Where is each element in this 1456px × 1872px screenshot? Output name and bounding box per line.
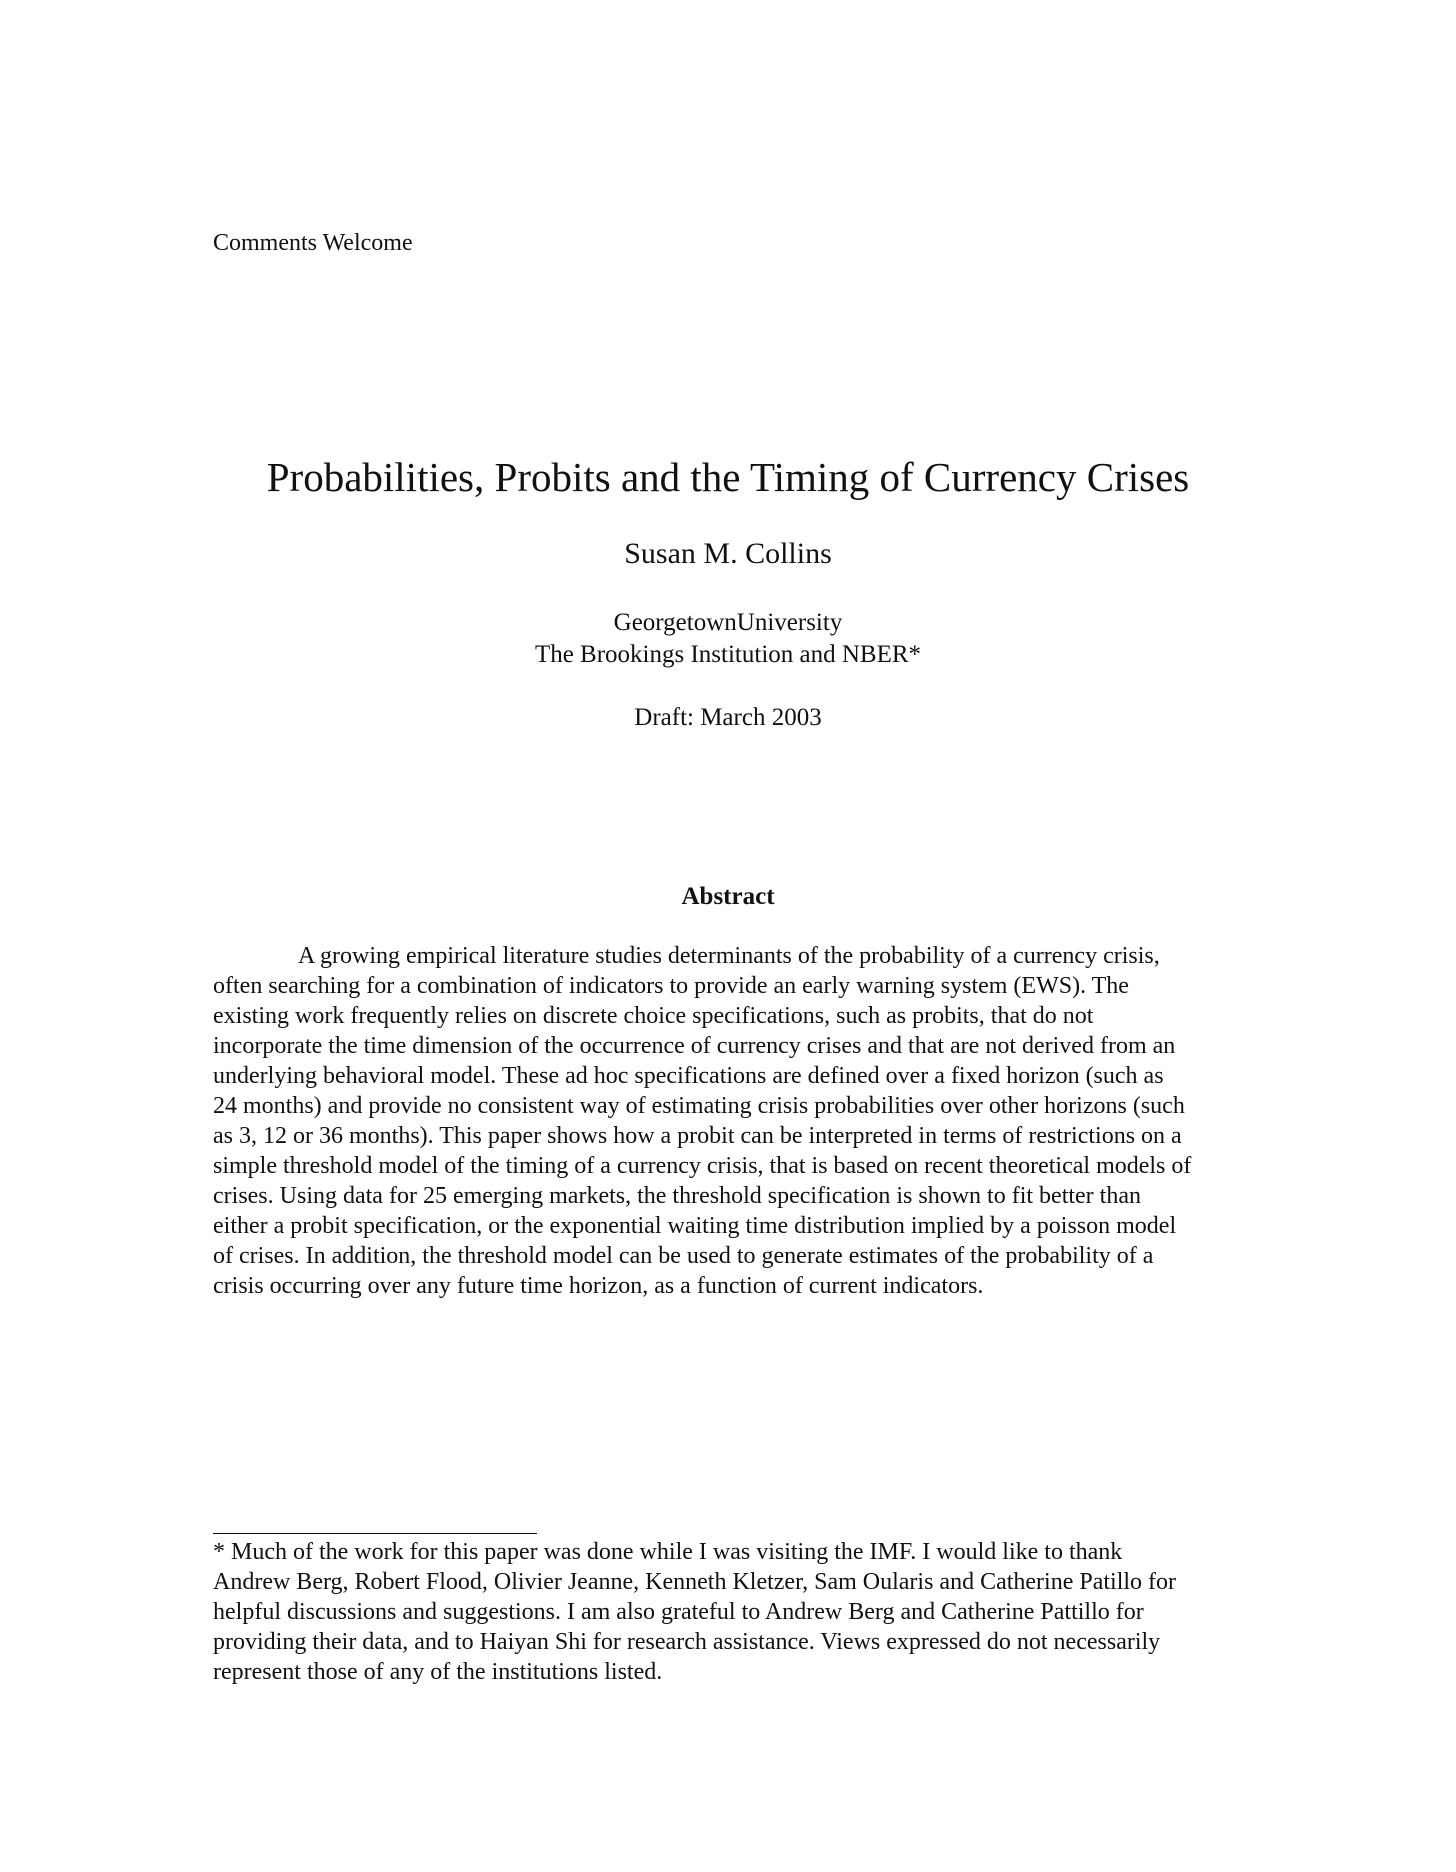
draft-date: Draft: March 2003 [634,704,822,731]
footnote-line: Andrew Berg, Robert Flood, Olivier Jeanne, Kenneth Kletzer, Sam Oularis and Catherine Patillo for [213,1569,1177,1595]
comments-welcome-note: Comments Welcome [213,230,413,256]
footnote-line: * Much of the work for this paper was done while I was visiting the IMF. I would like to thank [213,1539,1123,1565]
abstract-line: of crises. In addition, the threshold model can be used to generate estimates of the probability of a [213,1243,1154,1269]
footnote-line: helpful discussions and suggestions. I am also grateful to Andrew Berg and Catherine Pattillo for [213,1599,1144,1625]
abstract-line: crisis occurring over any future time horizon, as a function of current indicators. [213,1273,984,1299]
abstract-line: underlying behavioral model. These ad hoc specifications are defined over a fixed horizon (such as [213,1063,1164,1089]
footnote-line: represent those of any of the institutions listed. [213,1659,663,1685]
abstract-line: incorporate the time dimension of the occurrence of currency crises and that are not derived from an [213,1033,1176,1059]
abstract-line: simple threshold model of the timing of a currency crisis, that is based on recent theoretical models of [213,1153,1192,1179]
affiliation-line: GeorgetownUniversity [613,609,843,636]
abstract-body [213,941,1273,1301]
footnote-line: providing their data, and to Haiyan Shi for research assistance. Views expressed do not necessarily [213,1629,1161,1655]
affiliation-line: The Brookings Institution and NBER* [534,641,922,668]
author-name: Susan M. Collins [624,537,832,570]
abstract-line: A growing empirical literature studies determinants of the probability of a currency crisis, [298,943,1160,969]
abstract-line: existing work frequently relies on discrete choice specifications, such as probits, that do not [213,1003,1094,1029]
abstract-line: crises. Using data for 25 emerging markets, the threshold specification is shown to fit better than [213,1183,1141,1209]
abstract-heading: Abstract [681,883,775,910]
abstract-line: either a probit specification, or the exponential waiting time distribution implied by a poisson model [213,1213,1177,1239]
abstract-line: 24 months) and provide no consistent way of estimating crisis probabilities over other horizons (such [213,1093,1185,1119]
abstract-line: as 3, 12 or 36 months). This paper shows how a probit can be interpreted in terms of restrictions on a [213,1123,1182,1149]
footnote-divider [213,1533,537,1534]
abstract-line: often searching for a combination of indicators to provide an early warning system (EWS). The [213,973,1129,999]
paper-title: Probabilities, Probits and the Timing of Currency Crises [266,454,1190,500]
footnote [213,1537,1273,1687]
